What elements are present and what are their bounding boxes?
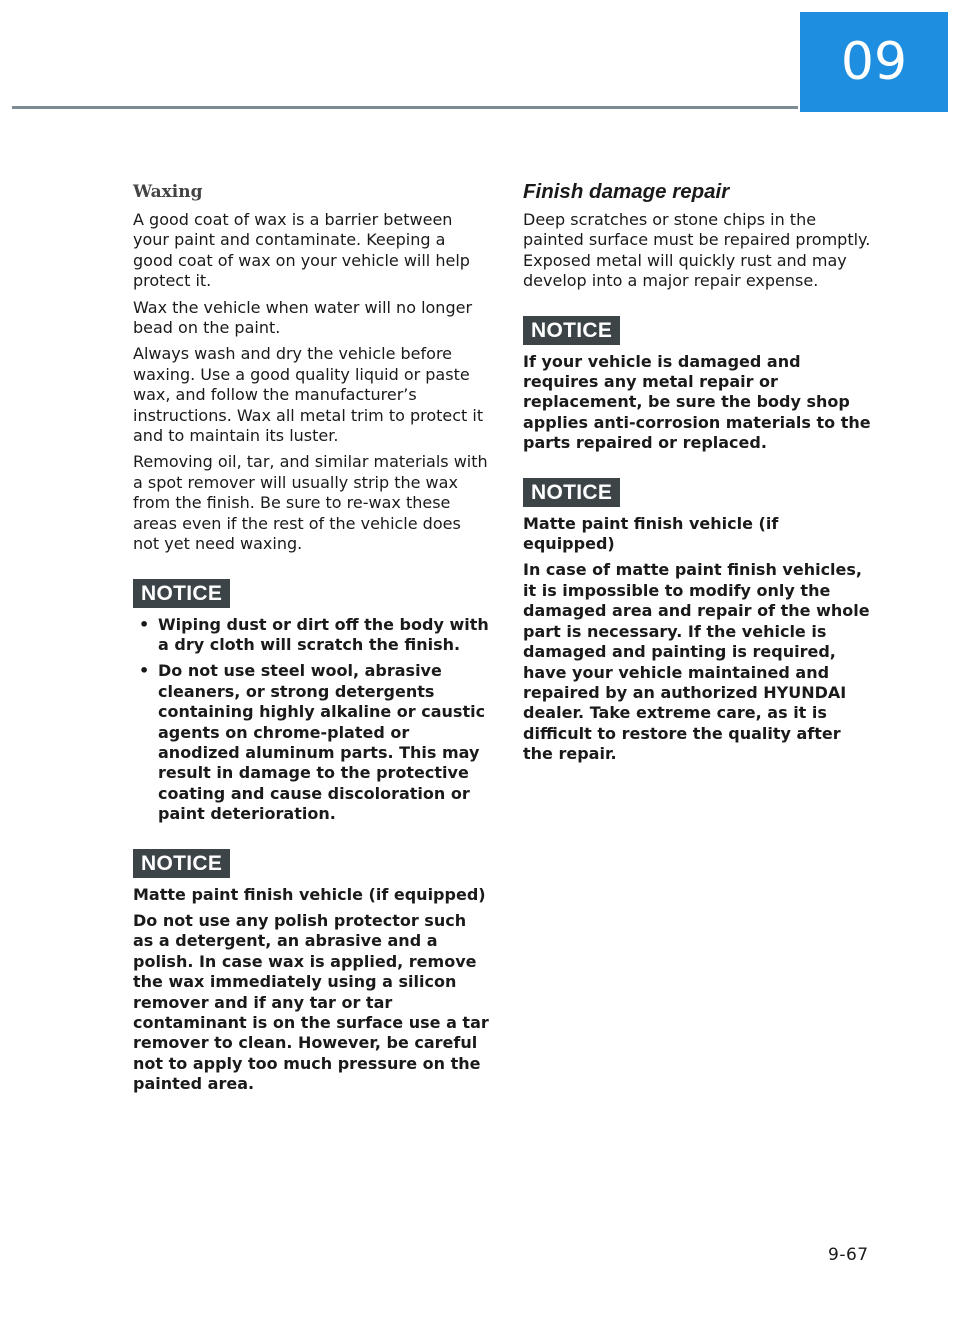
- chapter-number: 09: [840, 32, 908, 92]
- notice-metal-repair: [523, 316, 873, 454]
- finish-damage-paragraph: Deep scratches or stone chips in the painted surface must be repaired promptly. Exposed metal will quickly rust and may develop into a major repair expense.: [523, 210, 871, 291]
- header-rule: [12, 106, 798, 109]
- waxing-heading: Waxing: [133, 182, 203, 202]
- notice-text: In case of matte paint finish vehicles, it is impossible to modify only the damaged area and repair of the whole part is necessary. If the vehicle is damaged and painting is required, have your vehicle maintained and repaired by an authorized HYUNDAI dealer. Take extreme care, as it is difficult to restore the quality after the repair.: [523, 560, 870, 764]
- notice-list-item: [133, 661, 489, 824]
- finish-damage-heading: Finish damage repair: [523, 180, 730, 203]
- notice-list-item: [133, 615, 489, 656]
- left-column: [133, 176, 489, 1101]
- notice-badge: NOTICE: [133, 849, 230, 878]
- notice-wiping: [133, 579, 489, 825]
- notice-badge: NOTICE: [523, 478, 620, 507]
- bullet-icon: •: [139, 661, 150, 681]
- notice-title: Matte paint finish vehicle (if equipped): [523, 513, 779, 554]
- waxing-paragraph-4: Removing oil, tar, and similar materials with a spot remover will usually strip the wax from the finish. Be sure to re-wax these areas even if the rest of the vehicle does not yet need waxing.: [133, 452, 488, 554]
- waxing-paragraph-3: Always wash and dry the vehicle before waxing. Use a good quality liquid or paste wax, and follow the manufacturer’s instructions. Wax all metal trim to protect it and to maintain its luster.: [133, 344, 484, 446]
- chapter-tab: [800, 12, 948, 112]
- notice-item-text: Do not use steel wool, abrasive cleaners, or strong detergents containing highly alkaline or caustic agents on chrome-plated or anodized aluminum parts. This may result in damage to the protective coating and cause discoloration or paint deterioration.: [158, 661, 486, 824]
- notice-item-text: Wiping dust or dirt off the body with a dry cloth will scratch the finish.: [158, 614, 489, 654]
- waxing-paragraph-2: Wax the vehicle when water will no longer bead on the paint.: [133, 297, 473, 338]
- notice-text: Do not use any polish protector such as a detergent, an abrasive and a polish. In case wax is applied, remove the wax immediately using a silicon remover and if any tar or tar contaminant is on the surface use a tar remover to clean. However, be careful not to apply too much pressure on the painted area.: [133, 910, 489, 1094]
- notice-badge: NOTICE: [523, 316, 620, 345]
- notice-list: [133, 615, 489, 825]
- notice-matte-repair: [523, 478, 873, 765]
- notice-badge: NOTICE: [133, 579, 230, 608]
- waxing-paragraph-1: A good coat of wax is a barrier between your paint and contaminate. Keeping a good coat of wax on your vehicle will help protect it.: [133, 210, 470, 291]
- notice-matte-polish: [133, 849, 489, 1095]
- page-number: 9-67: [828, 1245, 869, 1265]
- notice-text: If your vehicle is damaged and requires any metal repair or replacement, be sure the body shop applies anti-corrosion materials to the parts repaired or replaced.: [523, 351, 871, 453]
- notice-title: Matte paint finish vehicle (if equipped): [133, 884, 486, 904]
- bullet-icon: •: [139, 614, 150, 634]
- right-column: [523, 176, 873, 771]
